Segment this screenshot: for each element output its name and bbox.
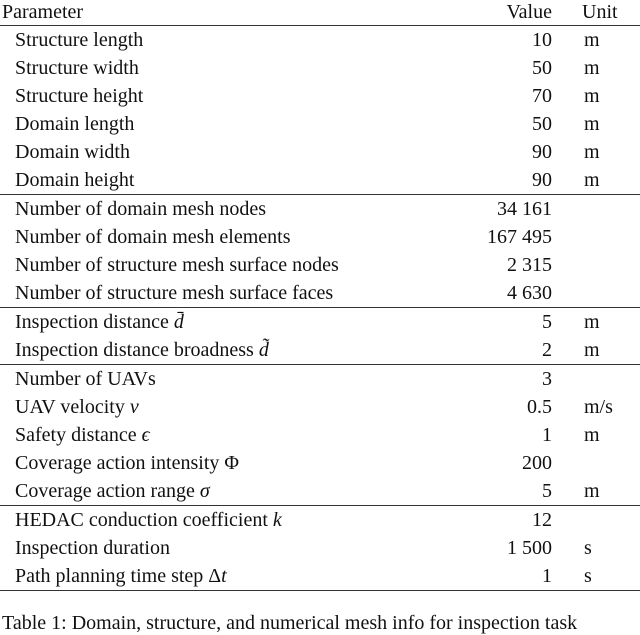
parameter-label: Safety distance — [15, 423, 142, 446]
table-row — [0, 251, 640, 279]
parameter-label: Inspection distance — [15, 310, 174, 333]
parameter-value: 10 — [532, 28, 552, 51]
parameter-unit: s — [584, 564, 592, 587]
parameter-label: Domain width — [15, 140, 130, 163]
parameter-name — [15, 452, 239, 475]
table-row — [0, 166, 640, 194]
table-row — [0, 336, 640, 364]
parameter-name — [15, 254, 339, 277]
parameter-value: 12 — [532, 508, 552, 531]
parameter-unit: m — [584, 112, 600, 135]
parameter-unit: m — [584, 56, 600, 79]
parameter-unit: m — [584, 479, 600, 502]
parameter-label: Number of structure mesh surface faces — [15, 281, 334, 304]
parameter-value: 4 630 — [507, 281, 552, 304]
header-value: Value — [506, 1, 552, 23]
parameter-unit: s — [584, 536, 592, 559]
table-row — [0, 26, 640, 54]
parameter-value: 1 500 — [507, 536, 552, 559]
parameter-unit: m — [584, 168, 600, 191]
parameter-name — [15, 311, 184, 334]
parameter-name — [15, 141, 130, 164]
table-row — [0, 308, 640, 336]
table-row — [0, 279, 640, 307]
parameter-value: 200 — [522, 451, 552, 474]
parameter-value: 90 — [532, 168, 552, 191]
table-row — [0, 365, 640, 393]
parameter-name — [15, 480, 210, 503]
parameter-unit: m — [584, 310, 600, 333]
math-symbol: d̃ — [258, 338, 269, 361]
math-symbol: d̄ — [173, 310, 184, 333]
parameter-label: Coverage action intensity Φ — [15, 451, 240, 474]
parameter-label: Structure width — [15, 56, 139, 79]
table-row — [0, 506, 640, 534]
parameter-value: 1 — [542, 423, 552, 446]
parameter-name — [15, 282, 333, 305]
parameter-name — [15, 368, 156, 391]
table-section — [0, 308, 640, 365]
parameter-unit: m — [584, 423, 600, 446]
parameter-value: 5 — [542, 310, 552, 333]
parameter-label: HEDAC conduction coefficient — [15, 508, 273, 531]
parameter-name — [15, 537, 170, 560]
table-caption: Table 1: Domain, structure, and numerical mesh info for inspection task — [2, 612, 578, 634]
parameter-value: 1 — [542, 564, 552, 587]
parameter-label: Number of domain mesh elements — [15, 225, 291, 248]
parameter-value: 167 495 — [487, 225, 552, 248]
parameter-label: Domain length — [15, 112, 135, 135]
parameter-unit: m — [584, 338, 600, 361]
table-section — [0, 365, 640, 506]
parameter-label: UAV velocity — [15, 395, 130, 418]
parameter-unit: m — [584, 28, 600, 51]
parameter-value: 3 — [542, 367, 552, 390]
parameter-label: Domain height — [15, 168, 135, 191]
table-section — [0, 506, 640, 591]
parameter-value: 90 — [532, 140, 552, 163]
parameter-value: 5 — [542, 479, 552, 502]
parameter-name — [15, 565, 227, 588]
parameter-label: Number of structure mesh surface nodes — [15, 253, 339, 276]
table-row — [0, 223, 640, 251]
table-row — [0, 54, 640, 82]
parameter-value: 50 — [532, 56, 552, 79]
parameter-label: Structure height — [15, 84, 144, 107]
parameter-name — [15, 85, 143, 108]
math-symbol: σ — [199, 479, 210, 502]
math-symbol: v — [129, 395, 139, 418]
parameter-label: Coverage action range — [15, 479, 200, 502]
table-section — [0, 195, 640, 308]
parameter-name — [15, 57, 139, 80]
parameter-label: Path planning time step Δ — [15, 564, 222, 587]
parameter-name — [15, 226, 291, 249]
header-parameter: Parameter — [2, 1, 84, 23]
parameter-label: Number of UAVs — [15, 367, 156, 390]
parameter-name — [15, 339, 269, 362]
table-row — [0, 195, 640, 223]
table-row — [0, 477, 640, 505]
parameter-unit: m — [584, 84, 600, 107]
parameter-unit: m — [584, 140, 600, 163]
table-row — [0, 449, 640, 477]
math-symbol: t — [221, 564, 227, 587]
math-symbol: k — [272, 508, 282, 531]
parameter-name — [15, 29, 143, 52]
table-row — [0, 82, 640, 110]
parameter-value: 2 — [542, 338, 552, 361]
parameter-value: 70 — [532, 84, 552, 107]
table-row — [0, 534, 640, 562]
parameter-label: Number of domain mesh nodes — [15, 197, 267, 220]
math-symbol: ϵ — [141, 423, 150, 446]
header-unit: Unit — [582, 1, 618, 23]
parameter-label: Inspection distance broadness — [15, 338, 259, 361]
table-row — [0, 138, 640, 166]
parameter-label: Inspection duration — [15, 536, 170, 559]
parameter-value: 34 161 — [497, 197, 552, 220]
parameter-value: 0.5 — [527, 395, 552, 418]
parameter-unit: m/s — [584, 395, 613, 418]
table-section — [0, 26, 640, 195]
table-header — [0, 0, 640, 26]
parameter-name — [15, 509, 282, 532]
parameter-name — [15, 198, 266, 221]
parameter-name — [15, 113, 134, 136]
parameter-value: 50 — [532, 112, 552, 135]
parameter-label: Structure length — [15, 28, 144, 51]
table-row — [0, 421, 640, 449]
parameter-value: 2 315 — [507, 253, 552, 276]
parameter-name — [15, 424, 150, 447]
parameter-name — [15, 169, 134, 192]
table-row — [0, 393, 640, 421]
table-row — [0, 562, 640, 590]
parameter-name — [15, 396, 139, 419]
table-row — [0, 110, 640, 138]
